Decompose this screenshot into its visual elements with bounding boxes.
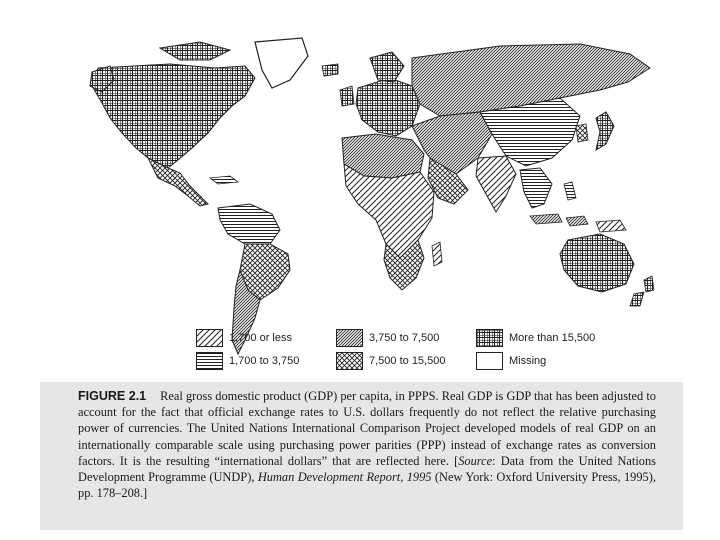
region-new-guinea — [596, 220, 626, 232]
source-label: Source — [458, 453, 493, 468]
swatch-diagonal — [196, 329, 223, 347]
book-page — [40, 8, 683, 530]
figure-number: FIGURE 2.1 — [78, 389, 147, 403]
region-new-zealand — [644, 276, 654, 292]
region-europe — [356, 78, 420, 136]
legend-item-7500-to-15500 — [336, 351, 445, 371]
region-arctic-islands — [160, 42, 230, 60]
legend-item-missing — [476, 351, 546, 371]
world-map — [40, 8, 683, 382]
region-korea — [576, 124, 588, 142]
caption-citation: (New York: Oxford University Press, 1995), pp. 178–208.] — [78, 470, 656, 501]
region-australia — [560, 234, 634, 292]
legend-label: More than 15,500 — [509, 332, 596, 344]
figure-caption — [78, 388, 656, 501]
book-title: Human Development Report, 1995 — [257, 470, 432, 485]
region-iceland — [322, 64, 338, 76]
swatch-horizontal — [196, 352, 223, 370]
region-central-africa — [344, 164, 434, 258]
region-madagascar — [432, 242, 442, 266]
legend-label: 1,700 or less — [229, 332, 292, 344]
region-south-america-north — [218, 204, 280, 244]
swatch-grid — [476, 329, 503, 347]
region-caribbean — [210, 176, 238, 184]
legend-label: Missing — [509, 355, 547, 367]
legend-item-more-than-15500 — [476, 328, 595, 348]
region-mexico — [148, 158, 208, 206]
region-greenland — [255, 38, 308, 88]
legend-label: 7,500 to 15,500 — [369, 355, 446, 367]
region-indonesia-2 — [566, 216, 588, 226]
legend-item-1700-to-3750 — [196, 351, 299, 371]
region-philippines — [564, 182, 576, 200]
swatch-blank — [476, 352, 503, 370]
region-north-america — [92, 64, 255, 168]
legend-item-1700-or-less — [196, 328, 292, 348]
region-japan — [596, 112, 614, 150]
legend-label: 3,750 to 7,500 — [369, 332, 440, 344]
legend-item-3750-to-7500 — [336, 328, 439, 348]
caption-text: Real gross domestic product (GDP) per capita, in PPPS. Real GDP is GDP that has been adjusted to account for the fact that official exchange rates to U.S. dollars frequently do not reflect the relative purchasing power of currencies. The United Nations International Comparison Project developed models of real GDP on an internationally comparable scale using purchasing power parities (PPP) instead of exchange rates as conversion factors. It is the resulting “international dollars” that are reflected here. [ — [78, 389, 656, 468]
swatch-crosshatch — [336, 352, 363, 370]
region-new-zealand-south — [630, 292, 644, 306]
region-scandinavia — [370, 52, 404, 82]
caption-source-text: : Data from the United Nations Development Programme (UNDP), — [78, 453, 656, 485]
swatch-diagonal-dense — [336, 329, 363, 347]
legend-label: 1,700 to 3,750 — [229, 355, 300, 367]
region-uk — [340, 86, 354, 106]
region-india — [476, 156, 516, 212]
region-indonesia-1 — [530, 214, 562, 224]
world-map-panel — [40, 8, 683, 382]
region-southeast-asia — [520, 168, 552, 208]
